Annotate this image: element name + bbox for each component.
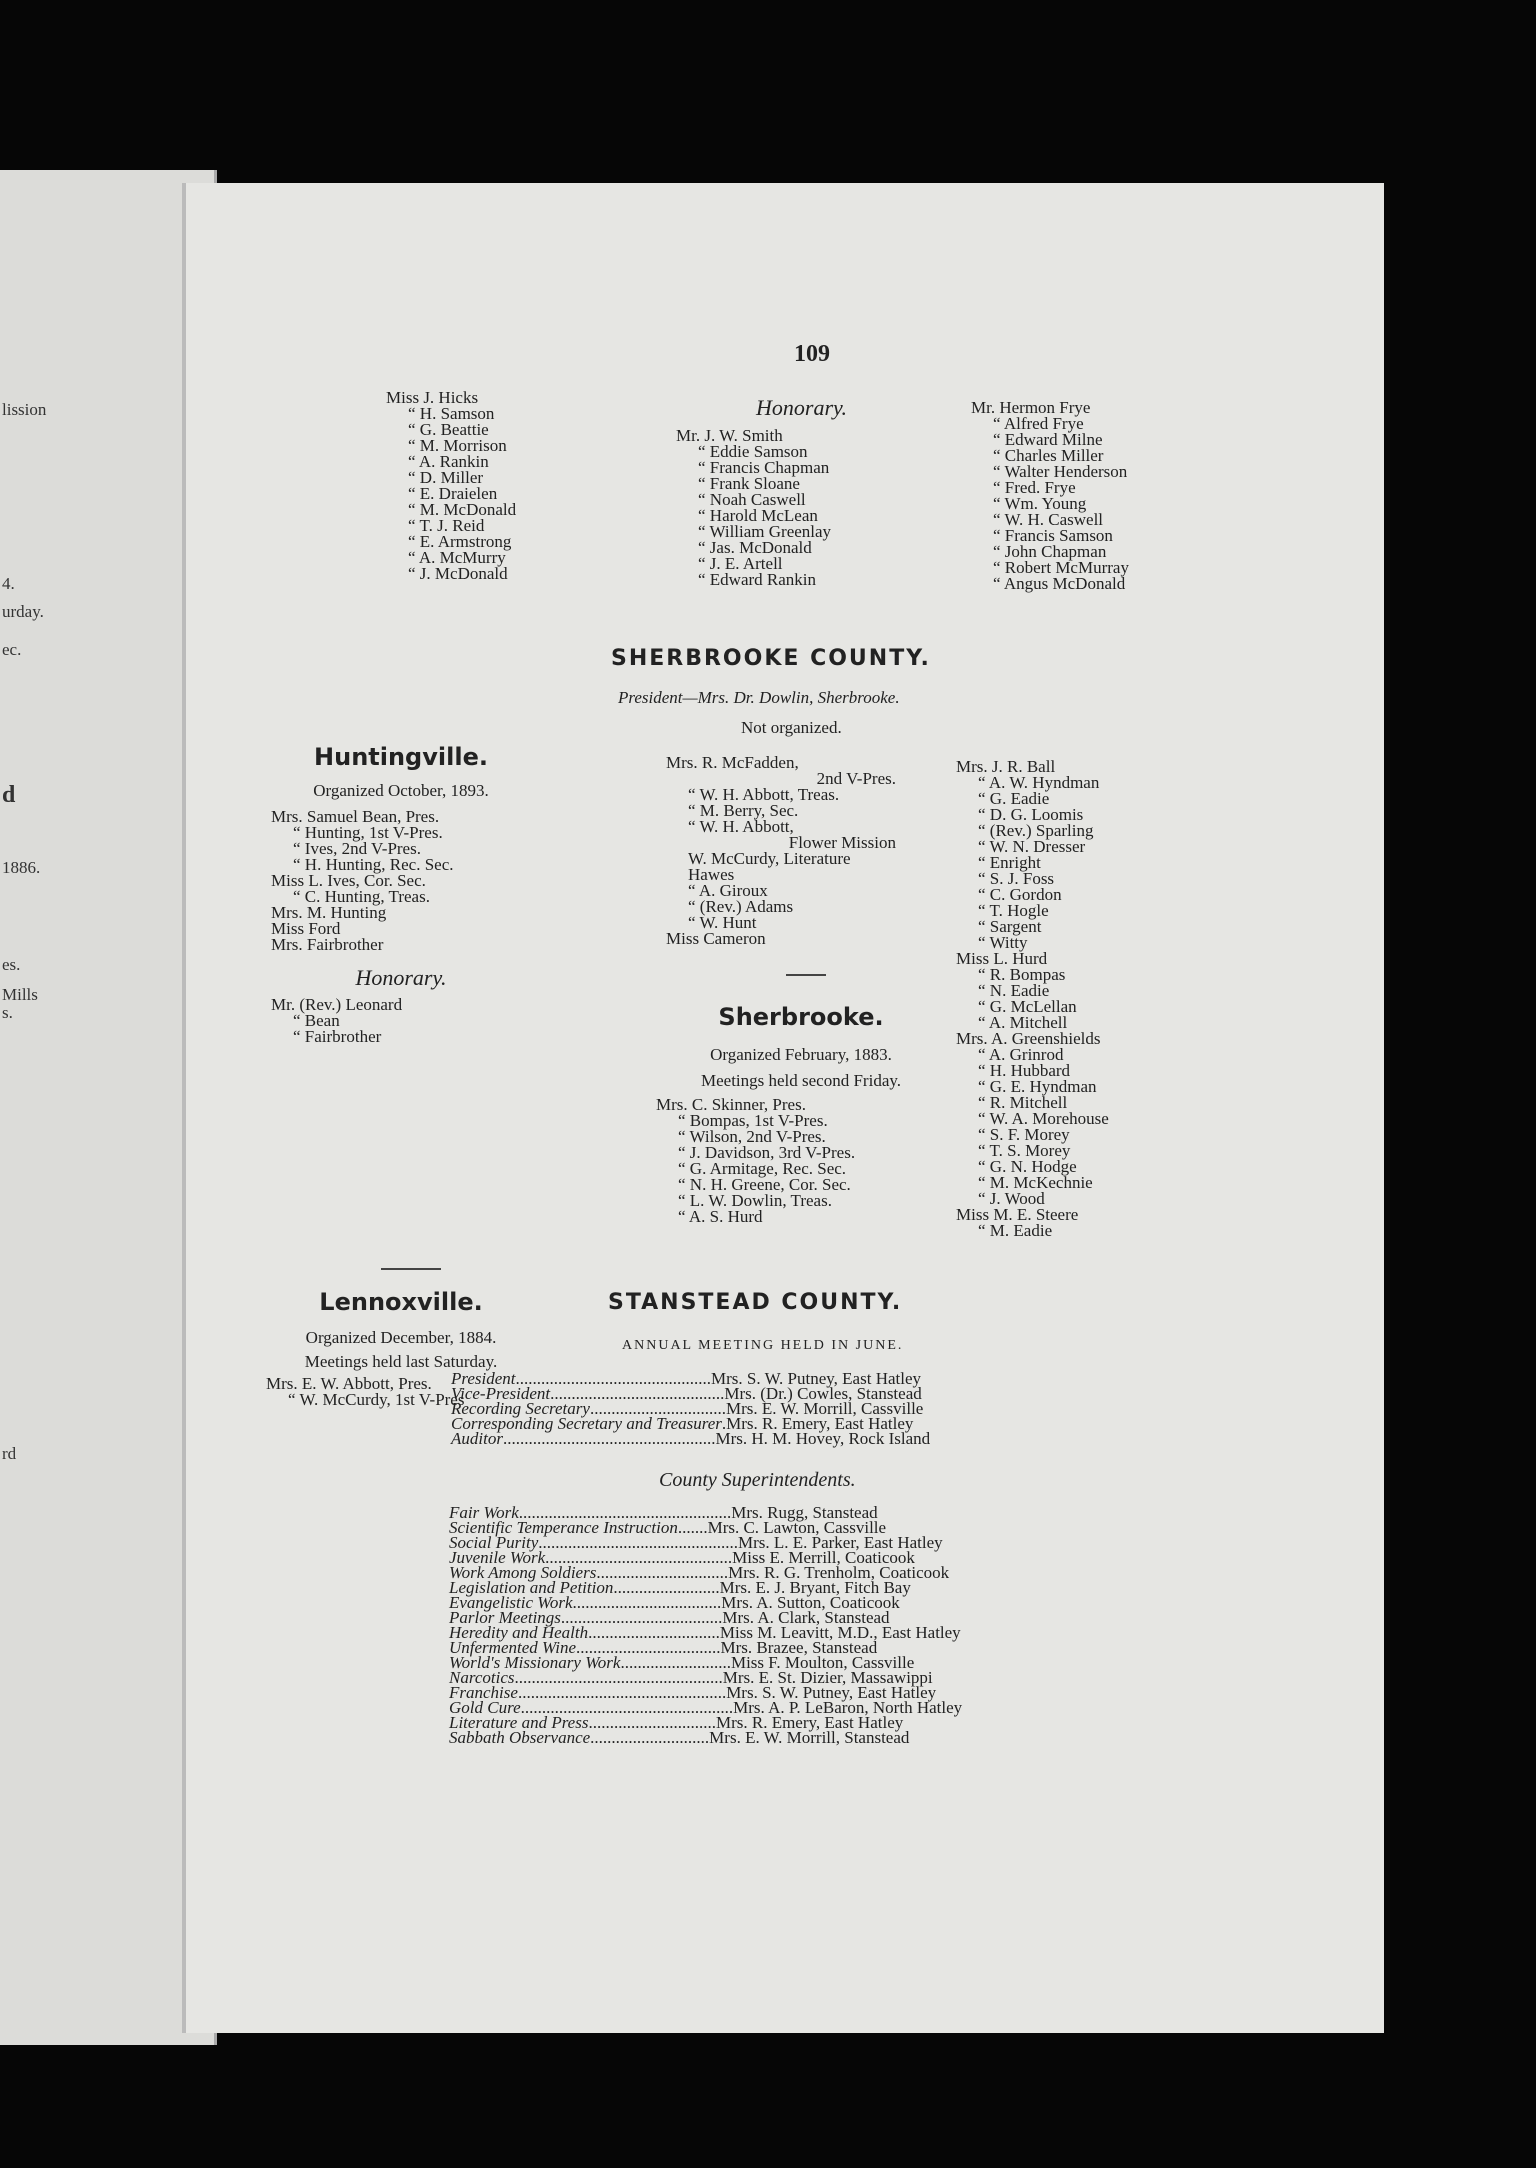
- member-line: W. McCurdy, Literature: [688, 849, 851, 868]
- superintendent-row: Fair Work..................................................Mrs. Rugg, Stanstead: [449, 1503, 878, 1522]
- superintendent-role: World's Missionary Work: [449, 1653, 621, 1672]
- officer-role: Vice-President: [451, 1384, 551, 1403]
- member-line: “ Edward Milne: [993, 430, 1103, 449]
- superintendent-row: Heredity and Health...............................Miss M. Leavitt, M.D., East Hatley: [449, 1623, 961, 1642]
- honorary-list-top: [676, 428, 831, 588]
- member-line: “ H. Samson: [408, 404, 495, 423]
- stanstead-county-title: STANSTEAD COUNTY.: [608, 1290, 903, 1315]
- member-line: Miss L. Hurd: [956, 949, 1048, 968]
- superintendent-role: Unfermented Wine: [449, 1638, 576, 1657]
- facing-page-fragment: es.: [2, 955, 21, 974]
- member-line: “ T. J. Reid: [408, 516, 485, 535]
- officer-name: Mrs. E. W. Morrill, Cassville: [725, 1399, 924, 1418]
- superintendent-role: Franchise: [449, 1683, 518, 1702]
- member-line: “ J. McDonald: [408, 564, 508, 583]
- member-line: “ Robert McMurray: [993, 558, 1129, 577]
- huntingville-honorary: [271, 997, 531, 1045]
- officer-name: Mrs. H. M. Hovey, Rock Island: [715, 1429, 931, 1448]
- member-line: “ Francis Chapman: [698, 458, 830, 477]
- officer-name: Mrs. (Dr.) Cowles, Stanstead: [724, 1384, 922, 1403]
- officer-role: Corresponding Secretary and Treasurer: [451, 1414, 722, 1433]
- superintendent-role: Heredity and Health: [449, 1623, 589, 1642]
- member-list-top-left: [386, 390, 516, 582]
- facing-page-fragment: rd: [2, 1444, 17, 1463]
- superintendent-name: Mrs. E. St. Dizier, Massawippi: [722, 1668, 933, 1687]
- member-line: Flower Mission: [788, 833, 896, 852]
- sherbrooke-town-section: [656, 1003, 946, 1225]
- superintendent-row: Franchise.................................................Mrs. S. W. Putney, East Hatley: [449, 1683, 937, 1702]
- member-line: “ Fred. Frye: [993, 478, 1076, 497]
- member-line: “ Harold McLean: [698, 506, 818, 525]
- member-line: “ C. Gordon: [978, 885, 1062, 904]
- member-line: Mr. Hermon Frye: [971, 398, 1091, 417]
- officer-row: Auditor..................................................Mrs. H. M. Hovey, Rock Island: [451, 1429, 931, 1448]
- superintendent-role: Work Among Soldiers: [449, 1563, 597, 1582]
- member-line: “ D. G. Loomis: [978, 805, 1084, 824]
- officer-role: Auditor: [451, 1429, 503, 1448]
- member-line: “ G. McLellan: [978, 997, 1077, 1016]
- superintendent-row: Juvenile Work............................................Miss E. Merrill, Coaticook: [449, 1548, 915, 1567]
- member-line: “ Walter Henderson: [993, 462, 1128, 481]
- superintendent-row: Gold Cure..................................................Mrs. A. P. LeBaron, North Hatley: [449, 1698, 963, 1717]
- member-line: “ John Chapman: [993, 542, 1107, 561]
- superintendent-name: Mrs. A. P. LeBaron, North Hatley: [733, 1698, 963, 1717]
- facing-page-fragment: lission: [2, 400, 47, 419]
- sherbrooke-county-title: SHERBROOKE COUNTY.: [611, 646, 931, 671]
- member-line: “ A. Rankin: [408, 452, 489, 471]
- member-line: “ Ives, 2nd V-Pres.: [293, 839, 421, 858]
- member-list-top-right: [971, 400, 1129, 592]
- officer-row: Corresponding Secretary and Treasurer.Mrs. R. Emery, East Hatley: [451, 1414, 914, 1433]
- member-line: Miss L. Ives, Cor. Sec.: [271, 871, 426, 890]
- member-line: “ G. E. Hyndman: [978, 1077, 1097, 1096]
- member-line: “ M. McDonald: [408, 500, 517, 519]
- member-line: “ J. Wood: [978, 1189, 1045, 1208]
- member-line: “ Charles Miller: [993, 446, 1104, 465]
- member-line: “ C. Hunting, Treas.: [293, 887, 430, 906]
- member-line: “ Jas. McDonald: [698, 538, 812, 557]
- officer-row: Vice-President.........................................Mrs. (Dr.) Cowles, Stanstead: [451, 1384, 922, 1403]
- huntingville-organized: Organized October, 1893.: [313, 781, 489, 800]
- facing-page-fragment: s.: [2, 1003, 13, 1022]
- member-line: “ Fairbrother: [293, 1027, 382, 1046]
- superintendent-name: Mrs. Rugg, Stanstead: [731, 1503, 878, 1522]
- huntingville-title: Huntingville.: [314, 743, 488, 771]
- superintendent-role: Sabbath Observance: [449, 1728, 591, 1747]
- facing-page-fragment: ec.: [2, 640, 22, 659]
- superintendent-role: Evangelistic Work: [449, 1593, 573, 1612]
- member-line: “ E. Draielen: [408, 484, 498, 503]
- superintendent-row: Sabbath Observance............................Mrs. E. W. Morrill, Stanstead: [449, 1728, 910, 1747]
- member-line: “ Hunting, 1st V-Pres.: [293, 823, 443, 842]
- officer-row: Recording Secretary................................Mrs. E. W. Morrill, Cassville: [451, 1399, 924, 1418]
- member-line: “ M. Berry, Sec.: [688, 801, 799, 820]
- superintendent-name: Mrs. Brazee, Stanstead: [720, 1638, 878, 1657]
- member-line: “ Angus McDonald: [993, 574, 1126, 593]
- superintendent-name: Miss E. Merrill, Coaticook: [732, 1548, 915, 1567]
- member-line: “ N. Eadie: [978, 981, 1050, 1000]
- lennoxville-meetings: Meetings held last Saturday.: [304, 1352, 498, 1371]
- superintendent-role: Gold Cure: [449, 1698, 521, 1717]
- member-line: “ W. H. Abbott,: [688, 817, 794, 836]
- member-line: “ W. Hunt: [688, 913, 757, 932]
- member-line: “ Francis Samson: [993, 526, 1113, 545]
- member-line: Miss M. E. Steere: [956, 1205, 1079, 1224]
- huntingville-members: [271, 809, 531, 953]
- huntingville-section: [271, 743, 531, 1045]
- sherbrooke-status: Not organized.: [741, 718, 842, 737]
- member-line: “ S. F. Morey: [978, 1125, 1070, 1144]
- superintendent-role: Literature and Press: [449, 1713, 589, 1732]
- member-line: “ W. H. Abbott, Treas.: [688, 785, 840, 804]
- page: [182, 183, 1384, 2033]
- member-line: “ (Rev.) Sparling: [978, 821, 1094, 840]
- facing-page-fragment: 4.: [2, 574, 15, 593]
- member-line: Mrs. J. R. Ball: [956, 757, 1056, 776]
- superintendent-row: Parlor Meetings......................................Mrs. A. Clark, Stanstead: [449, 1608, 890, 1627]
- member-list-mid: [666, 755, 896, 947]
- member-line: “ A. S. Hurd: [678, 1207, 763, 1226]
- member-line: “ W. McCurdy, 1st V-Pres: [288, 1390, 465, 1409]
- superintendent-row: World's Missionary Work..........................Miss F. Moulton, Cassville: [449, 1653, 915, 1672]
- member-line: “ Wilson, 2nd V-Pres.: [678, 1127, 826, 1146]
- facing-page-fragment: 1886.: [2, 858, 41, 877]
- superintendent-name: Mrs. A. Clark, Stanstead: [722, 1608, 890, 1627]
- honorary-heading: Honorary.: [756, 395, 848, 420]
- superintendent-role: Fair Work: [449, 1503, 519, 1522]
- member-line: “ G. Beattie: [408, 420, 489, 439]
- superintendent-row: Unfermented Wine..................................Mrs. Brazee, Stanstead: [449, 1638, 878, 1657]
- stanstead-superintendents: [449, 1505, 962, 1745]
- facing-page-fragment: d: [2, 782, 16, 808]
- member-line: “ A. McMurry: [408, 548, 506, 567]
- officer-role: President: [451, 1369, 516, 1388]
- officer-role: Recording Secretary: [451, 1399, 590, 1418]
- superintendent-name: Mrs. S. W. Putney, East Hatley: [726, 1683, 937, 1702]
- superintendent-row: Legislation and Petition.........................Mrs. E. J. Bryant, Fitch Bay: [449, 1578, 911, 1597]
- superintendent-role: Legislation and Petition: [449, 1578, 614, 1597]
- superintendent-row: Literature and Press..............................Mrs. R. Emery, East Hatley: [449, 1713, 904, 1732]
- member-line: “ H. Hubbard: [978, 1061, 1071, 1080]
- superintendent-row: Work Among Soldiers...............................Mrs. R. G. Trenholm, Coaticook: [449, 1563, 950, 1582]
- member-line: “ A. Giroux: [688, 881, 768, 900]
- superintendent-name: Miss M. Leavitt, M.D., East Hatley: [719, 1623, 961, 1642]
- member-line: “ A. Mitchell: [978, 1013, 1068, 1032]
- lennoxville-organized: Organized December, 1884.: [305, 1328, 497, 1347]
- member-line: Mrs. E. W. Abbott, Pres.: [266, 1374, 432, 1393]
- superintendent-name: Miss F. Moulton, Cassville: [730, 1653, 915, 1672]
- member-line: “ Edward Rankin: [698, 570, 817, 589]
- sherbrooke-town-organized: Organized February, 1883.: [710, 1045, 892, 1064]
- member-line: “ Wm. Young: [993, 494, 1087, 513]
- member-line: “ Bompas, 1st V-Pres.: [678, 1111, 828, 1130]
- stanstead-officers: [451, 1371, 930, 1446]
- member-line: Mrs. Fairbrother: [271, 935, 384, 954]
- member-line: “ R. Mitchell: [978, 1093, 1068, 1112]
- member-line: “ Enright: [978, 853, 1041, 872]
- superintendent-row: Narcotics.................................................Mrs. E. St. Dizier, Massawippi: [449, 1668, 933, 1687]
- sherbrooke-town-title: Sherbrooke.: [718, 1003, 884, 1031]
- member-line: Mrs. A. Greenshields: [956, 1029, 1101, 1048]
- superintendent-role: Narcotics: [449, 1668, 515, 1687]
- member-line: “ M. Eadie: [978, 1221, 1053, 1240]
- lennoxville-title: Lennoxville.: [319, 1288, 483, 1316]
- member-line: “ W. N. Dresser: [978, 837, 1086, 856]
- facing-page-fragment: Mills: [2, 985, 38, 1004]
- member-line: “ W. H. Caswell: [993, 510, 1104, 529]
- member-line: “ G. Armitage, Rec. Sec.: [678, 1159, 847, 1178]
- member-line: Mrs. R. McFadden,: [666, 753, 799, 772]
- superintendent-role: Social Purity: [449, 1533, 539, 1552]
- superintendent-row: Evangelistic Work...................................Mrs. A. Sutton, Coaticook: [449, 1593, 900, 1612]
- divider: [786, 974, 826, 976]
- superintendent-row: Scientific Temperance Instruction.......Mrs. C. Lawton, Cassville: [449, 1518, 887, 1537]
- member-line: “ Frank Sloane: [698, 474, 800, 493]
- member-line: Mr. (Rev.) Leonard: [271, 995, 403, 1014]
- member-line: “ R. Bompas: [978, 965, 1066, 984]
- officer-name: Mrs. S. W. Putney, East Hatley: [711, 1369, 922, 1388]
- page-number: 109: [794, 341, 830, 367]
- superintendent-role: Juvenile Work: [449, 1548, 546, 1567]
- member-line: “ J. Davidson, 3rd V-Pres.: [678, 1143, 856, 1162]
- superintendent-role: Parlor Meetings: [449, 1608, 561, 1627]
- sherbrooke-president: President—Mrs. Dr. Dowlin, Sherbrooke.: [618, 688, 900, 707]
- member-line: “ W. A. Morehouse: [978, 1109, 1109, 1128]
- member-line: “ Sargent: [978, 917, 1042, 936]
- sherbrooke-town-meetings: Meetings held second Friday.: [700, 1071, 902, 1090]
- member-line: Mrs. Samuel Bean, Pres.: [271, 807, 440, 826]
- member-line: “ M. McKechnie: [978, 1173, 1093, 1192]
- sherbrooke-town-members: [656, 1097, 946, 1225]
- member-line: “ H. Hunting, Rec. Sec.: [293, 855, 454, 874]
- superintendent-name: Mrs. A. Sutton, Coaticook: [721, 1593, 900, 1612]
- member-line: “ Alfred Frye: [993, 414, 1084, 433]
- superintendents-heading: County Superintendents.: [659, 1469, 856, 1491]
- member-line: “ J. E. Artell: [698, 554, 783, 573]
- officer-name: Mrs. R. Emery, East Hatley: [726, 1414, 914, 1433]
- member-line: “ Noah Caswell: [698, 490, 806, 509]
- member-line: “ T. S. Morey: [978, 1141, 1071, 1160]
- superintendent-name: Mrs. C. Lawton, Cassville: [707, 1518, 887, 1537]
- member-line: “ E. Armstrong: [408, 532, 512, 551]
- superintendent-name: Mrs. L. E. Parker, East Hatley: [737, 1533, 943, 1552]
- member-line: “ A. Grinrod: [978, 1045, 1064, 1064]
- member-line: “ A. W. Hyndman: [978, 773, 1100, 792]
- stanstead-annual-meeting: ANNUAL MEETING HELD IN JUNE.: [622, 1338, 904, 1353]
- superintendent-name: Mrs. R. Emery, East Hatley: [715, 1713, 904, 1732]
- member-line: “ N. H. Greene, Cor. Sec.: [678, 1175, 851, 1194]
- member-line: Hawes: [688, 865, 735, 884]
- member-line: “ Bean: [293, 1011, 340, 1030]
- member-line: 2nd V-Pres.: [816, 769, 896, 788]
- member-line: Miss J. Hicks: [386, 388, 479, 407]
- member-line: Miss Ford: [271, 919, 341, 938]
- facing-page-fragment: urday.: [2, 602, 44, 621]
- superintendent-name: Mrs. E. J. Bryant, Fitch Bay: [719, 1578, 911, 1597]
- member-line: “ D. Miller: [408, 468, 484, 487]
- member-line: “ G. N. Hodge: [978, 1157, 1077, 1176]
- member-line: Mrs. C. Skinner, Pres.: [656, 1095, 806, 1114]
- divider: [381, 1268, 441, 1270]
- huntingville-honorary-heading: Honorary.: [355, 965, 447, 990]
- member-line: “ G. Eadie: [978, 789, 1050, 808]
- superintendent-row: Social Purity...............................................Mrs. L. E. Parker, East Hatley: [449, 1533, 943, 1552]
- member-line: “ Eddie Samson: [698, 442, 808, 461]
- member-line: “ M. Morrison: [408, 436, 507, 455]
- member-line: “ S. J. Foss: [978, 869, 1055, 888]
- member-line: “ William Greenlay: [698, 522, 832, 541]
- member-line: Miss Cameron: [666, 929, 766, 948]
- member-line: “ L. W. Dowlin, Treas.: [678, 1191, 832, 1210]
- member-list-right: [956, 759, 1109, 1239]
- member-line: Mr. J. W. Smith: [676, 426, 783, 445]
- member-line: Mrs. M. Hunting: [271, 903, 387, 922]
- officer-row: President..............................................Mrs. S. W. Putney, East Hatley: [451, 1369, 922, 1388]
- member-line: “ (Rev.) Adams: [688, 897, 794, 916]
- member-line: “ T. Hogle: [978, 901, 1049, 920]
- superintendent-name: Mrs. R. G. Trenholm, Coaticook: [728, 1563, 950, 1582]
- member-line: “ Witty: [978, 933, 1028, 952]
- superintendent-name: Mrs. E. W. Morrill, Stanstead: [709, 1728, 910, 1747]
- superintendent-role: Scientific Temperance Instruction: [449, 1518, 678, 1537]
